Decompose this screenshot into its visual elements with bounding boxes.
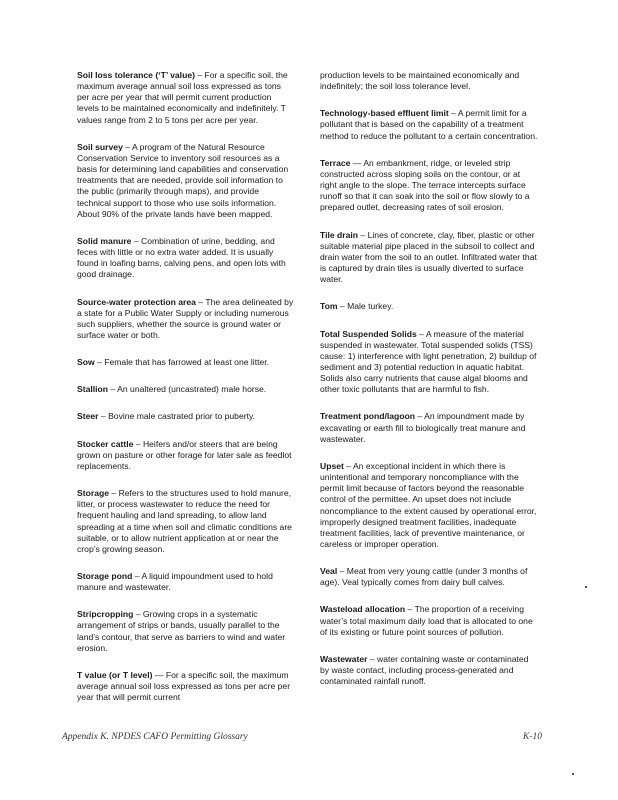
glossary-entry: [77, 297, 295, 342]
glossary-definition: The proportion of a receiving water’s total maximum daily load that is allocated to one of its existing or future point sources of pollution.: [320, 604, 533, 637]
term-separator: –: [358, 229, 368, 240]
glossary-term: Solid manure: [77, 235, 132, 246]
glossary-definition: Female that has farrowed at least one litter.: [104, 357, 270, 368]
glossary-definition: Combination of urine, bedding, and feces with little or no extra water added. It is usually found in loafing barns, calving pens, and open lots with good drainage.: [77, 235, 286, 280]
glossary-term: Stallion: [77, 384, 109, 395]
glossary-entry: [320, 566, 538, 588]
glossary-term: Wastewater: [320, 653, 368, 664]
glossary-definition: Refers to the structures used to hold manure, litter, or process wastewater to reduce the need for frequent hauling and land spreading, to allow land spreading at a time when soil and climatic conditions are suitable, or to allow nutrient application at or near the crop’s growing season.: [77, 488, 292, 554]
glossary-entry: [320, 301, 538, 312]
glossary-entry: [320, 654, 538, 687]
glossary-term: Source-water protection area: [77, 296, 196, 307]
glossary-entry: [77, 609, 295, 654]
term-separator: –: [131, 235, 141, 246]
scan-speck: [585, 586, 587, 588]
footer-title: Appendix K. NPDES CAFO Permitting Glossary: [62, 732, 248, 742]
left-column: [77, 70, 295, 719]
glossary-entry: [320, 158, 538, 214]
glossary-definition: An impoundment made by excavating or earth fill to biologically treat manure and wastewater.: [320, 411, 526, 444]
glossary-definition: A liquid impoundment used to hold manure and wastewater.: [77, 571, 273, 593]
term-separator: –: [195, 296, 206, 307]
term-separator: –: [108, 384, 118, 395]
glossary-definition: For a specific soil, the maximum average annual soil loss expressed as tons per acre per year that will permit current production levels to be maintained economically and indefinitely. T values range from 2 to 5 tons per acre per year.: [77, 70, 288, 125]
glossary-term: Soil survey: [77, 141, 123, 152]
glossary-entry: [320, 70, 538, 92]
term-separator: –: [405, 604, 415, 615]
page-number: K-10: [523, 732, 542, 742]
term-separator: –: [122, 141, 132, 152]
term-separator: –: [448, 108, 458, 119]
term-separator: –: [98, 411, 109, 422]
term-separator: —: [152, 669, 166, 680]
glossary-term: Sow: [77, 357, 95, 368]
glossary-definition: For a specific soil, the maximum average annual soil loss expressed as tons per acre per year that will permit current: [77, 669, 291, 703]
term-separator: –: [94, 357, 105, 368]
glossary-entry: [77, 142, 295, 220]
glossary-entry: [320, 230, 538, 286]
glossary-entry: [320, 604, 538, 637]
glossary-definition: Lines of concrete, clay, fiber, plastic or other suitable material pipe placed in the subsoil to collect and drain water from the soil to an outlet. Infiltrated water that is captured by drain tiles is usually diverted to surface water.: [320, 229, 537, 285]
glossary-term: Storage pond: [77, 571, 133, 581]
glossary-entry: [320, 108, 538, 141]
glossary-definition: A permit limit for a pollutant that is based on the capability of a treatment method to reduce the pollutant to a certain concentration.: [320, 108, 538, 141]
term-separator: –: [194, 70, 205, 80]
glossary-entry: [320, 329, 538, 396]
glossary-entry: [77, 384, 295, 395]
glossary-definition: A program of the Natural Resource Conservation Service to inventory soil resources as a basis for determining land capabilities and conservation treatments that are needed, provide soil information to the public (primarily through maps), and provide technical support to those who use soils information. About 90% of the private lands have been mapped.: [77, 141, 289, 219]
right-column: [320, 70, 538, 703]
glossary-term: Stripcropping: [77, 609, 134, 620]
glossary-term: Tile drain: [320, 229, 359, 240]
glossary-entry: [77, 571, 295, 593]
glossary-definition: Growing crops in a systematic arrangement of strips or bands, usually parallel to the land’s contour, that serve as barriers to wind and water erosion.: [77, 609, 286, 653]
glossary-entry: [77, 357, 295, 368]
glossary-definition: production levels to be maintained economically and indefinitely; the soil loss tolerance level.: [320, 70, 520, 92]
term-separator: –: [133, 438, 143, 449]
glossary-term: Total Suspended Solids: [320, 328, 417, 339]
glossary-term: Terrace: [320, 157, 351, 168]
page-footer: [62, 732, 542, 742]
term-separator: –: [132, 571, 142, 581]
glossary-definition: The area delineated by a state for a Public Water Supply or including numerous such suppliers, whether the source is ground water or surface water or both.: [77, 296, 294, 340]
glossary-term: Stocker cattle: [77, 438, 134, 449]
glossary-term: T value (or T level): [77, 669, 153, 680]
glossary-definition: Meat from very young cattle (under 3 months of age). Veal typically comes from dairy bull calves.: [320, 566, 528, 588]
glossary-term: Wasteload allocation: [320, 604, 406, 615]
glossary-definition: An embankment, ridge, or leveled strip constructed across sloping soils on the contour, or at right angle to the slope. The terrace intercepts surface runoff so that it can soak into the soil or flow slowly to a prepared outlet, decreasing rates of soil erosion.: [320, 157, 530, 213]
glossary-definition: Male turkey.: [347, 301, 394, 312]
glossary-entry: [320, 411, 538, 444]
glossary-definition: water containing waste or contaminated by waste contact, including process-generated and contaminated rainfall runoff.: [320, 653, 529, 687]
glossary-entry: [77, 411, 295, 422]
glossary-entry: [77, 670, 295, 703]
term-separator: –: [337, 566, 347, 577]
glossary-entry: [77, 488, 295, 555]
term-separator: –: [343, 460, 353, 471]
glossary-term: Steer: [77, 411, 99, 422]
term-separator: –: [133, 609, 143, 620]
glossary-term: Storage: [77, 488, 109, 499]
glossary-term: Soil loss tolerance (‘T’ value): [77, 70, 195, 80]
term-separator: –: [337, 301, 348, 312]
scan-speck: [572, 773, 574, 775]
glossary-definition: Heifers and/or steers that are being grown on pasture or other forage for later sale as feedlot replacements.: [77, 438, 292, 471]
glossary-definition: An unaltered (uncastrated) male horse.: [117, 384, 267, 395]
term-separator: –: [109, 488, 119, 499]
glossary-entry: [77, 439, 295, 472]
term-separator: –: [367, 653, 378, 664]
glossary-definition: Bovine male castrated prior to puberty.: [108, 411, 256, 422]
glossary-term: Tom: [320, 301, 338, 312]
glossary-definition: An exceptional incident in which there is unintentional and temporary noncompliance with the permit limit because of factors beyond the reasonable control of the permittee. An upset does not include noncompliance to the extent caused by operational error, improperly designed treatment facilities, inadequate treatment facilities, lack of preventive maintenance, or careless or improper operation.: [320, 460, 537, 549]
term-separator: —: [350, 157, 364, 168]
glossary-entry: [77, 70, 295, 126]
glossary-term: Technology-based effluent limit: [320, 108, 449, 119]
glossary-term: Veal: [320, 566, 338, 577]
term-separator: –: [415, 411, 425, 422]
glossary-term: Upset: [320, 460, 344, 471]
glossary-entry: [77, 236, 295, 281]
glossary-definition: A measure of the material suspended in wastewater. Total suspended solids (TSS) cause: 1) interference with light penetration, 2) buildup of sediment and 3) potential reduction in aquatic habitat. Solids also carry nutrients that cause algal blooms and other toxic pollutants that are harmful to fish.: [320, 328, 537, 395]
glossary-term: Treatment pond/lagoon: [320, 411, 416, 422]
glossary-entry: [320, 461, 538, 550]
term-separator: –: [416, 328, 426, 339]
